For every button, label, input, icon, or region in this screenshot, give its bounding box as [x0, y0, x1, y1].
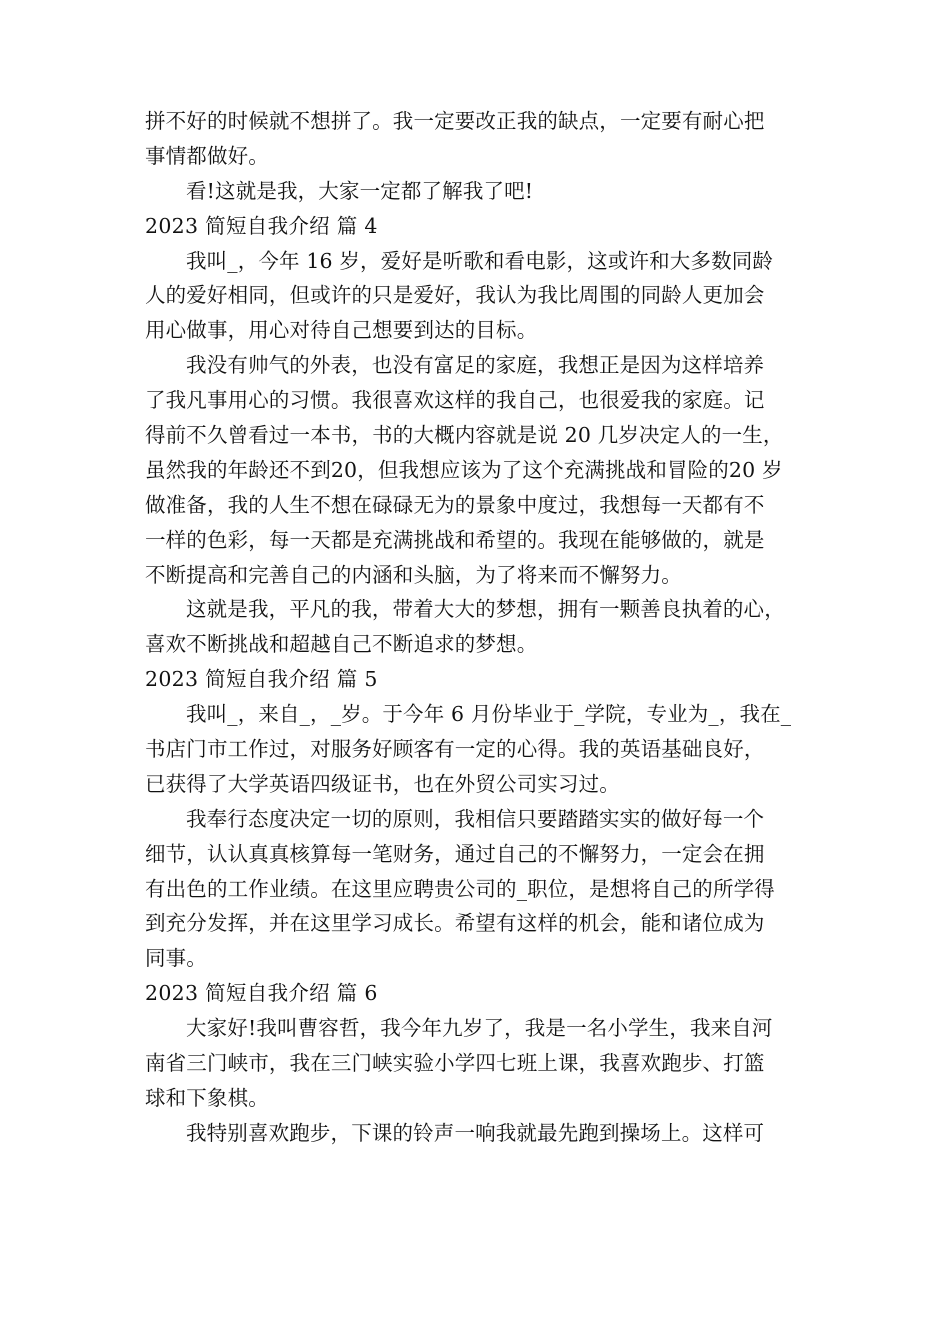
- paragraph-line: 书店门市工作过，对服务好顾客有一定的心得。我的英语基础良好，: [145, 737, 765, 762]
- paragraph-line: 人的爱好相同，但或许的只是爱好，我认为我比周围的同龄人更加会: [145, 283, 765, 308]
- paragraph-line: 拼不好的时候就不想拼了。我一定要改正我的缺点，一定要有耐心把: [145, 109, 765, 133]
- paragraph-line: 事情都做好。: [145, 143, 269, 168]
- paragraph-line: 球和下象棋。: [145, 1085, 269, 1110]
- paragraph-line: 看!这就是我，大家一定都了解我了吧!: [186, 178, 534, 203]
- paragraph-line: 我特别喜欢跑步，下课的铃声一响我就最先跑到操场上。这样可: [186, 1120, 765, 1145]
- paragraph-line: 一样的色彩，每一天都是充满挑战和希望的。我现在能够做的，就是: [145, 527, 765, 552]
- paragraph-line: 喜欢不断挑战和超越自己不断追求的梦想。: [145, 632, 538, 657]
- paragraph-line: 得前不久曾看过一本书，书的大概内容就是说 20 几岁决定人的一生，: [145, 423, 784, 448]
- section-heading: 2023 简短自我介绍 篇 6: [145, 981, 378, 1006]
- paragraph-line: 有出色的工作业绩。在这里应聘贵公司的_职位，是想将自己的所学得: [145, 876, 775, 901]
- paragraph-line: 我奉行态度决定一切的原则，我相信只要踏踏实实的做好每一个: [186, 806, 765, 831]
- paragraph-line: 我叫_，来自_，_岁。于今年 6 月份毕业于_学院，专业为_，我在_: [186, 702, 792, 727]
- paragraph-line: 我没有帅气的外表，也没有富足的家庭，我想正是因为这样培养: [186, 353, 765, 378]
- paragraph-line: 我叫_，今年 16 岁，爱好是听歌和看电影，这或许和大多数同龄: [186, 248, 774, 273]
- section-heading: 2023 简短自我介绍 篇 5: [145, 667, 378, 692]
- section-heading: 2023 简短自我介绍 篇 4: [145, 213, 378, 238]
- paragraph-line: 大家好!我叫曹容哲，我今年九岁了，我是一名小学生，我来自河: [186, 1016, 773, 1041]
- paragraph-line: 同事。: [145, 946, 207, 971]
- paragraph-line: 不断提高和完善自己的内涵和头脑，为了将来而不懈努力。: [145, 562, 682, 587]
- paragraph-line: 已获得了大学英语四级证书，也在外贸公司实习过。: [145, 771, 620, 796]
- paragraph-line: 细节，认认真真核算每一笔财务，通过自己的不懈努力，一定会在拥: [145, 841, 765, 866]
- paragraph-line: 虽然我的年龄还不到20，但我想应该为了这个充满挑战和冒险的20 岁: [145, 457, 783, 482]
- paragraph-line: 做准备，我的人生不想在碌碌无为的景象中度过，我想每一天都有不: [145, 492, 765, 517]
- paragraph-line: 南省三门峡市，我在三门峡实验小学四七班上课，我喜欢跑步、打篮: [145, 1051, 765, 1076]
- paragraph-line: 了我凡事用心的习惯。我很喜欢这样的我自己，也很爱我的家庭。记: [145, 388, 765, 413]
- paragraph-line: 用心做事，用心对待自己想要到达的目标。: [145, 318, 538, 343]
- paragraph-line: 这就是我，平凡的我，带着大大的梦想，拥有一颗善良执着的心，: [186, 597, 785, 622]
- paragraph-line: 到充分发挥，并在这里学习成长。希望有这样的机会，能和诸位成为: [145, 911, 765, 936]
